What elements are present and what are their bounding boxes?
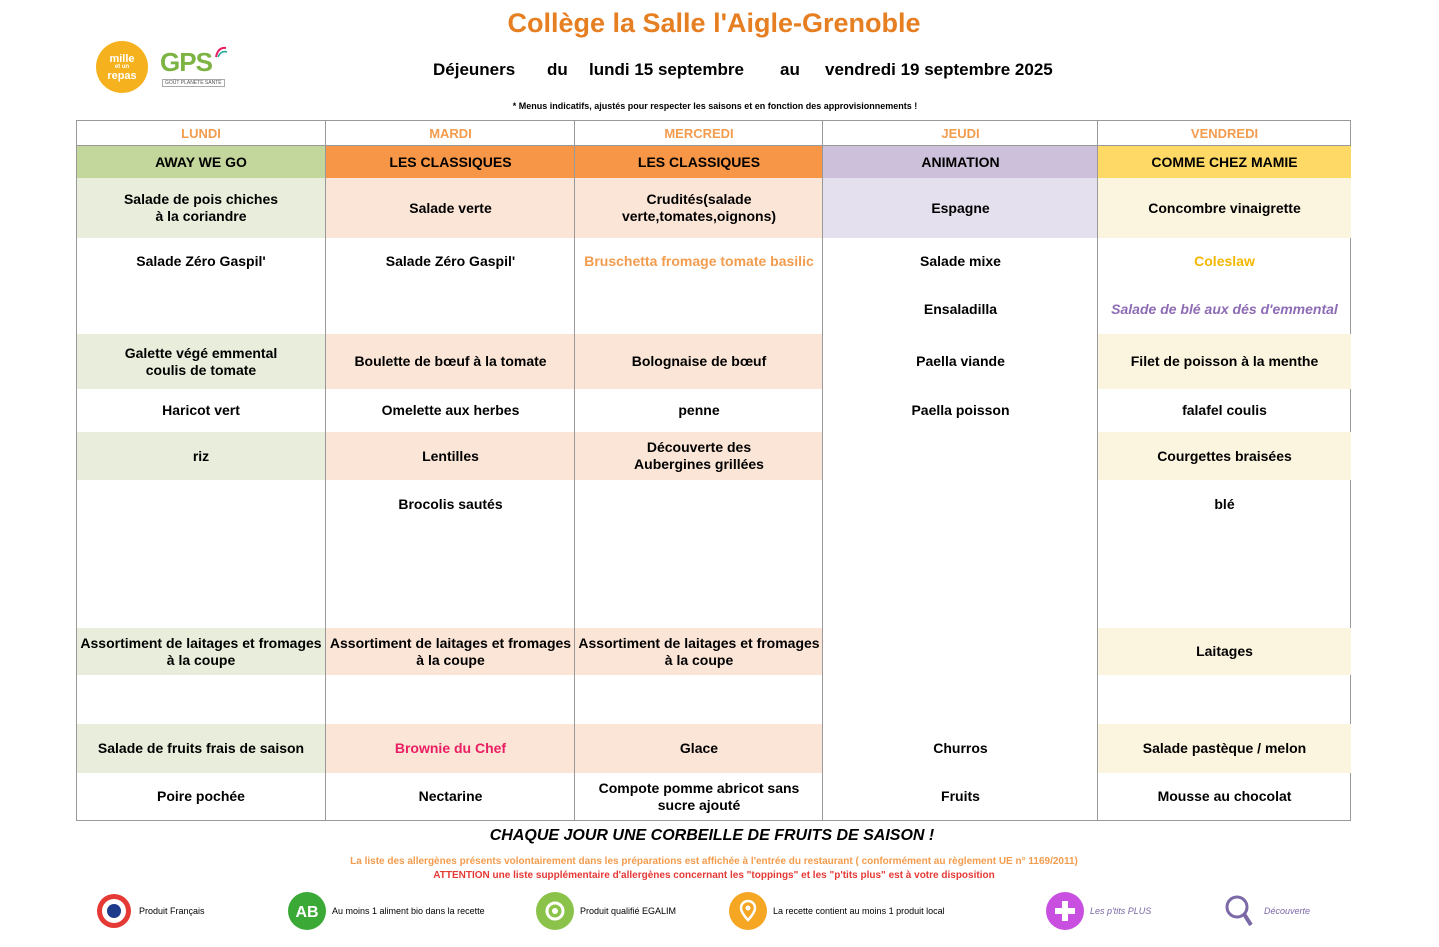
menu-item: Assortiment de laitages et fromages à la coupe [77,628,325,675]
menu-item: riz [77,432,325,480]
menu-item: Haricot vert [162,402,240,418]
organic-ab-icon [288,892,326,930]
menu-item: Concombre vinaigrette [1098,178,1351,238]
day-theme: LES CLASSIQUES [326,146,575,178]
legend-ptits-plus [1046,890,1151,932]
menu-item: Filet de poisson à la menthe [1098,334,1351,389]
day-column-mercredi [574,121,823,820]
menu-note: * Menus indicatifs, ajustés pour respecter les saisons et en fonction des approvisionnements ! [512,101,918,111]
legend-label: Produit Français [139,906,205,916]
menu-item: Salade de blé aux dés d'emmental [1111,300,1338,317]
day-theme: ANIMATION [823,146,1098,178]
day-label: JEUDI [823,121,1098,146]
menu-item: penne [678,402,720,418]
gps-swoosh-icon [214,45,228,59]
allergen-info: La liste des allergènes présents volontairement dans les préparations est affichée à l'entrée du restaurant ( conformément au règlement UE n° 1169/2011) [350,856,1078,867]
allergen-warning: ATTENTION une liste supplémentaire d'allergènes concernant les "toppings" et les "p'tits plus" est à votre disposition [433,870,995,881]
menu-item: Paella poisson [911,402,1010,418]
menu-item: Salade de fruits frais de saison [77,724,325,773]
menu-item: Compote pomme abricot sans sucre ajouté [598,779,800,813]
menu-item: Découverte des Aubergines grillées [575,432,823,480]
week-du: du [547,60,568,79]
day-theme: AWAY WE GO [77,146,325,178]
day-theme: COMME CHEZ MAMIE [1098,146,1351,178]
day-label: MERCREDI [575,121,823,146]
week-au: au [780,60,800,79]
day-column-jeudi [822,121,1098,820]
menu-item: Salade verte [326,178,575,238]
legend-label: La recette contient au moins 1 produit local [773,906,945,916]
menu-item: Bruschetta fromage tomate basilic [584,252,814,269]
menu-item: Assortiment de laitages et fromages à la coupe [575,628,823,675]
menu-item: Salade Zéro Gaspil' [136,252,266,269]
legend-label: Découverte [1264,906,1311,916]
day-label: MARDI [326,121,575,146]
menu-item: falafel coulis [1182,402,1267,418]
menu-item: Coleslaw [1194,252,1255,269]
menu-item: Salade Zéro Gaspil' [385,252,516,269]
logo-text-line1: mille [109,52,135,65]
egalim-icon [536,892,574,930]
legend-local [729,890,945,932]
menu-item: Laitages [1098,628,1351,675]
day-label: LUNDI [77,121,325,146]
menu-item: Paella viande [916,353,1005,369]
day-label: VENDREDI [1098,121,1351,146]
day-column-lundi [77,121,325,820]
menu-item: Mousse au chocolat [1157,788,1292,804]
legend-french [95,890,205,932]
menu-item: Assortiment de laitages et fromages à la coupe [326,628,575,675]
gps-logo-letters: GPS [160,47,212,77]
page-title: Collège la Salle l'Aigle-Grenoble [507,8,921,38]
menu-item: Salade de pois chiches à la coriandre [77,178,325,238]
ptits-plus-icon [1046,892,1084,930]
logo-text-line3: repas [107,69,137,82]
menu-item: Boulette de bœuf à la tomate [326,334,575,389]
legend-label: Produit qualifié EGALIM [580,906,677,916]
logo-text-line2: et un [114,63,130,70]
menu-item: Crudités(salade verte,tomates,oignons) [575,178,823,238]
local-pin-icon [729,892,767,930]
fruits-banner: CHAQUE JOUR UNE CORBEILLE DE FRUITS DE SAISON ! [489,827,935,844]
menu-item: Glace [575,724,823,773]
menu-item: Lentilles [326,432,575,480]
menu-grid [76,120,1351,821]
menu-item: Espagne [823,178,1098,238]
legend-label: Les p'tits PLUS [1090,906,1152,916]
legend-decouverte [1220,890,1310,932]
menu-item: Salade mixe [920,252,1001,269]
french-flag-icon [95,892,133,930]
day-theme: LES CLASSIQUES [575,146,823,178]
day-column-mardi [325,121,575,820]
week-start: lundi 15 septembre [589,60,744,79]
menu-item: Nectarine [418,788,483,804]
menu-item: Brownie du Chef [326,724,575,773]
menu-item: blé [1214,495,1235,512]
discovery-icon [1220,892,1258,930]
week-end: vendredi 19 septembre 2025 [825,60,1053,79]
week-range [0,58,1439,82]
legend-label: Au moins 1 aliment bio dans la recette [332,906,485,916]
menu-item: Poire pochée [157,788,245,804]
menu-item: Courgettes braisées [1098,432,1351,480]
menu-item: Bolognaise de bœuf [575,334,823,389]
legend-bio [288,890,485,932]
menu-item: Salade pastèque / melon [1098,724,1351,773]
menu-item: Omelette aux herbes [381,402,520,418]
legend-egalim [536,890,676,932]
menu-item: Fruits [941,788,980,804]
menu-item: Brocolis sautés [398,495,503,512]
svg-text:AB: AB [295,904,319,921]
menu-item: Churros [933,740,988,756]
menu-item: Ensaladilla [923,300,998,317]
gps-logo-subtitle: GOÛT PLANÈTE SANTÉ [162,79,225,87]
week-prefix: Déjeuners [433,60,516,79]
menu-item: Galette végé emmental coulis de tomate [77,334,325,389]
day-column-vendredi [1097,121,1351,820]
